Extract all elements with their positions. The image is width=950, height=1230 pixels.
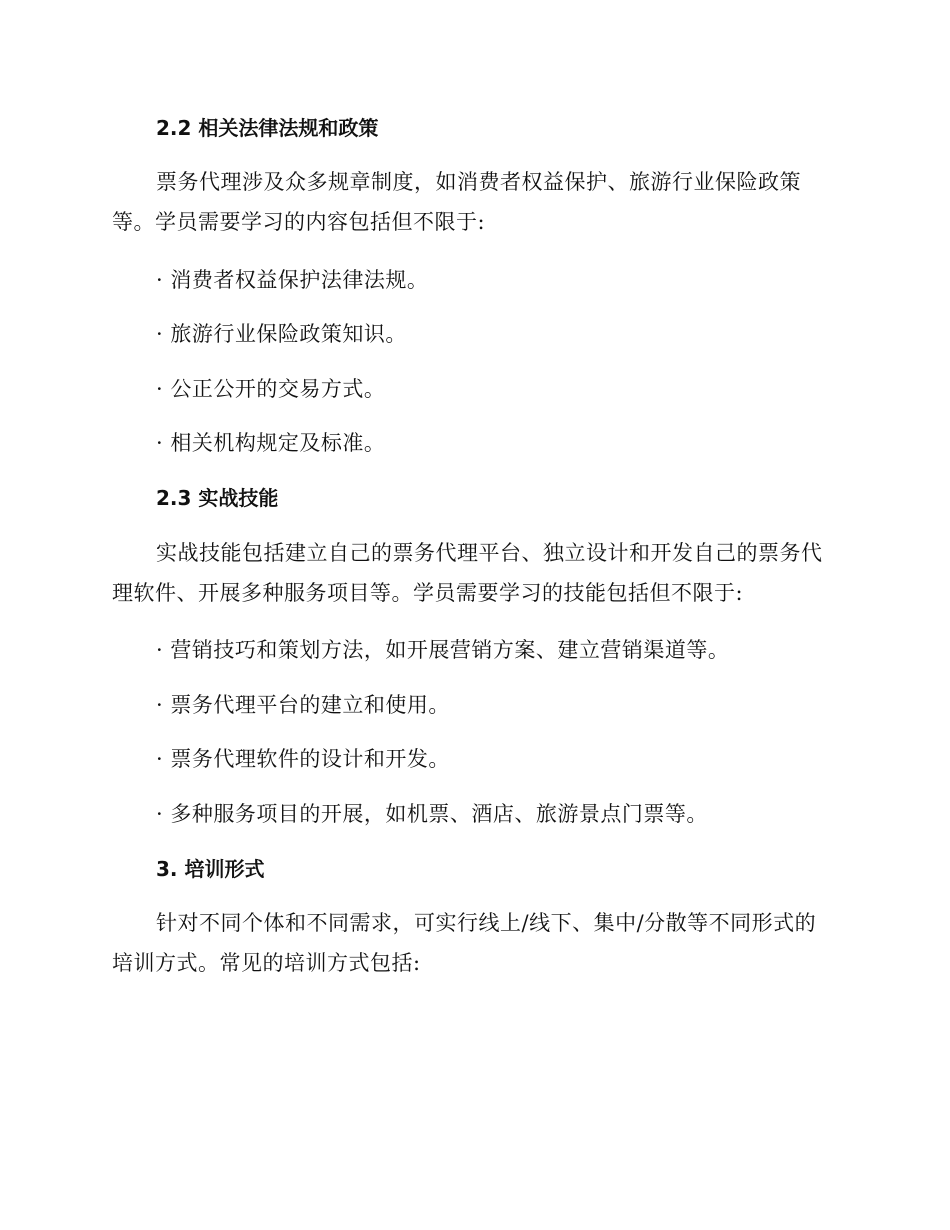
bullet-item: · 公正公开的交易方式。 [156, 377, 386, 401]
bullet-item: · 旅游行业保险政策知识。 [156, 322, 407, 346]
section-heading-2-3: 2.3 实战技能 [156, 486, 279, 510]
bullet-item: · 消费者权益保护法律法规。 [156, 268, 429, 292]
bullet-item: · 多种服务项目的开展，如机票、酒店、旅游景点门票等。 [156, 802, 708, 826]
bullet-item: · 相关机构规定及标准。 [156, 431, 386, 455]
section-heading-3: 3. 培训形式 [156, 857, 265, 881]
bullet-item: · 票务代理软件的设计和开发。 [156, 747, 450, 771]
section-paragraph-2-2: 票务代理涉及众多规章制度，如消费者权益保护、旅游行业保险政策等。学员需要学习的内容包括但不限于: [112, 170, 801, 234]
section-heading-2-2: 2.2 相关法律法规和政策 [156, 116, 379, 140]
bullet-item: · 票务代理平台的建立和使用。 [156, 693, 450, 717]
bullet-item: · 营销技巧和策划方法，如开展营销方案、建立营销渠道等。 [156, 638, 730, 662]
section-paragraph-3: 针对不同个体和不同需求，可实行线上/线下、集中/分散等不同形式的培训方式。常见的培训方式包括: [112, 911, 817, 975]
section-paragraph-2-3: 实战技能包括建立自己的票务代理平台、独立设计和开发自己的票务代理软件、开展多种服务项目等。学员需要学习的技能包括但不限于: [112, 541, 823, 605]
